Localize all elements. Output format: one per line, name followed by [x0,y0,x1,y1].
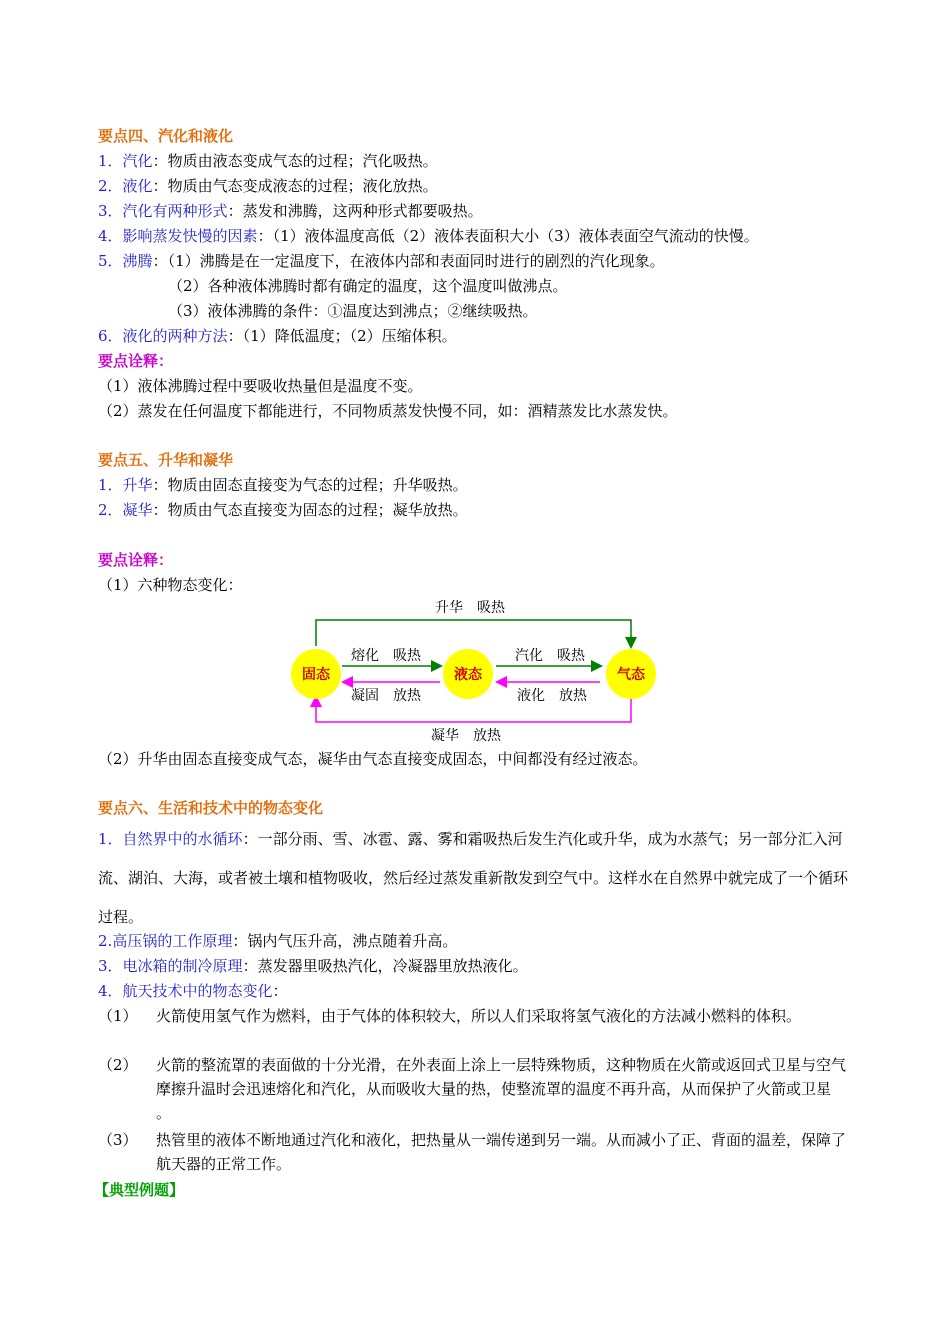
s4-line-5b: （2）各种液体沸腾时都有确定的温度，这个温度叫做沸点。 [168,277,568,295]
term: 沸腾 [122,252,153,270]
num: 1． [98,152,123,170]
item-number: （1） [98,1007,138,1025]
num: 3． [98,202,123,220]
s4-note-title: 要点诠释： [98,352,174,370]
s5-note-1: （1）六种物态变化： [98,576,243,594]
text: ：物质由固态直接变为气态的过程；升华吸热。 [152,476,468,494]
term: 液化的两种方法 [122,327,228,345]
text: ：蒸发和沸腾，这两种形式都要吸热。 [227,202,483,220]
text: ：物质由气态直接变为固态的过程；凝华放热。 [152,501,468,519]
s4-line-4 [98,226,759,246]
term: 航天技术中的物态变化 [122,982,273,1000]
text: ：（1）液体温度高低（2）液体表面积大小（3）液体表面空气流动的快慢。 [257,227,759,245]
s5-line-1 [98,475,468,495]
s4-note-1: （1）液体沸腾过程中要吸收热量但是温度不变。 [98,377,423,395]
examples-title: 【典型例题】 [94,1181,185,1199]
text: ： [272,982,288,1000]
text: ：物质由气态变成液态的过程；液化放热。 [152,177,438,195]
item-text: 热管里的液体不断地通过汽化和液化，把热量从一端传递到另一端。从而减小了正、背面的温差，保障了航天器的正常工作。 [156,1131,847,1173]
term: 汽化 [122,152,153,170]
term: 高压锅的工作原理 [112,932,233,950]
s5-note-title: 要点诠释： [98,551,174,569]
term: 自然界中的水循环 [122,830,243,848]
term: 电冰箱的制冷原理 [122,957,243,975]
num: 1． [98,830,123,848]
item-number: （2） [98,1056,138,1074]
s6-line-4 [98,981,288,1001]
section-6-title: 要点六、生活和技术中的物态变化 [98,799,324,817]
term: 液化 [122,177,153,195]
s4-line-6 [98,326,457,346]
s4-line-5 [98,251,665,271]
section-4-title: 要点四、汽化和液化 [98,127,234,145]
s4-line-5c: （3）液体沸腾的条件：①温度达到沸点；②继续吸热。 [168,302,538,320]
gas-label: 气态 [617,667,645,683]
term: 汽化有两种形式 [122,202,228,220]
num: 3． [98,957,123,975]
deposition-label: 凝华 放热 [431,728,501,744]
num: 2. [98,932,113,950]
s6-line-2 [98,931,457,951]
num: 5． [98,252,123,270]
s6-line-1 [98,820,850,937]
s4-line-1 [98,151,438,171]
num: 2． [98,177,123,195]
s4-line-3 [98,201,483,221]
term: 凝华 [122,501,153,519]
sublimation-label: 升华 吸热 [435,600,505,616]
solid-label: 固态 [302,667,330,683]
num: 4． [98,227,123,245]
s6-line-3 [98,956,528,976]
s5-note-2: （2）升华由固态直接变成气态，凝华由气态直接变成固态，中间都没有经过液态。 [98,750,648,768]
text: ：一部分雨、雪、冰雹、露、雾和霜吸热后发生汽化或升华，成为水蒸气；另一部分汇入河流、湖泊、大海，或者被土壤和植物吸收，然后经过蒸发重新散发到空气中。这样水在自然界中就完成了一个循环过程。 [98,830,849,926]
term: 影响蒸发快慢的因素 [122,227,258,245]
num: 6． [98,327,123,345]
num: 2． [98,501,123,519]
freezing-label: 凝固 放热 [351,688,421,704]
term: 升华 [122,476,153,494]
text: ：蒸发器里吸热汽化，冷凝器里放热液化。 [242,957,528,975]
sublimation-arrow [316,620,631,646]
melting-label: 熔化 吸热 [351,648,421,664]
phase-change-diagram [290,596,660,744]
section-5-title: 要点五、升华和凝华 [98,451,234,469]
liquid-label: 液态 [454,667,482,683]
item-number: （3） [98,1131,138,1149]
text: ：（1）降低温度；（2）压缩体积。 [227,327,457,345]
s4-line-2 [98,176,438,196]
item-text: 火箭的整流罩的表面做的十分光滑，在外表面上涂上一层特殊物质，这种物质在火箭或返回式卫星与空气摩擦升温时会迅速熔化和汽化，从而吸收大量的热，使整流罩的温度不再升高，从而保护了火箭或卫星 。 [156,1056,847,1122]
item-text: 火箭使用氢气作为燃料，由于气体的体积较大，所以人们采取将氢气液化的方法减小燃料的体积。 [156,1007,802,1025]
num: 4． [98,982,123,1000]
condensation-label: 液化 放热 [517,688,587,704]
s4-note-2: （2）蒸发在任何温度下都能进行，不同物质蒸发快慢不同，如：酒精蒸发比水蒸发快。 [98,402,678,420]
vaporization-label: 汽化 吸热 [515,648,585,664]
text: ：物质由液态变成气态的过程；汽化吸热。 [152,152,438,170]
text: ：锅内气压升高，沸点随着升高。 [232,932,458,950]
text: ：（1）沸腾是在一定温度下，在液体内部和表面同时进行的剧烈的汽化现象。 [152,252,665,270]
s5-line-2 [98,500,468,520]
num: 1． [98,476,123,494]
